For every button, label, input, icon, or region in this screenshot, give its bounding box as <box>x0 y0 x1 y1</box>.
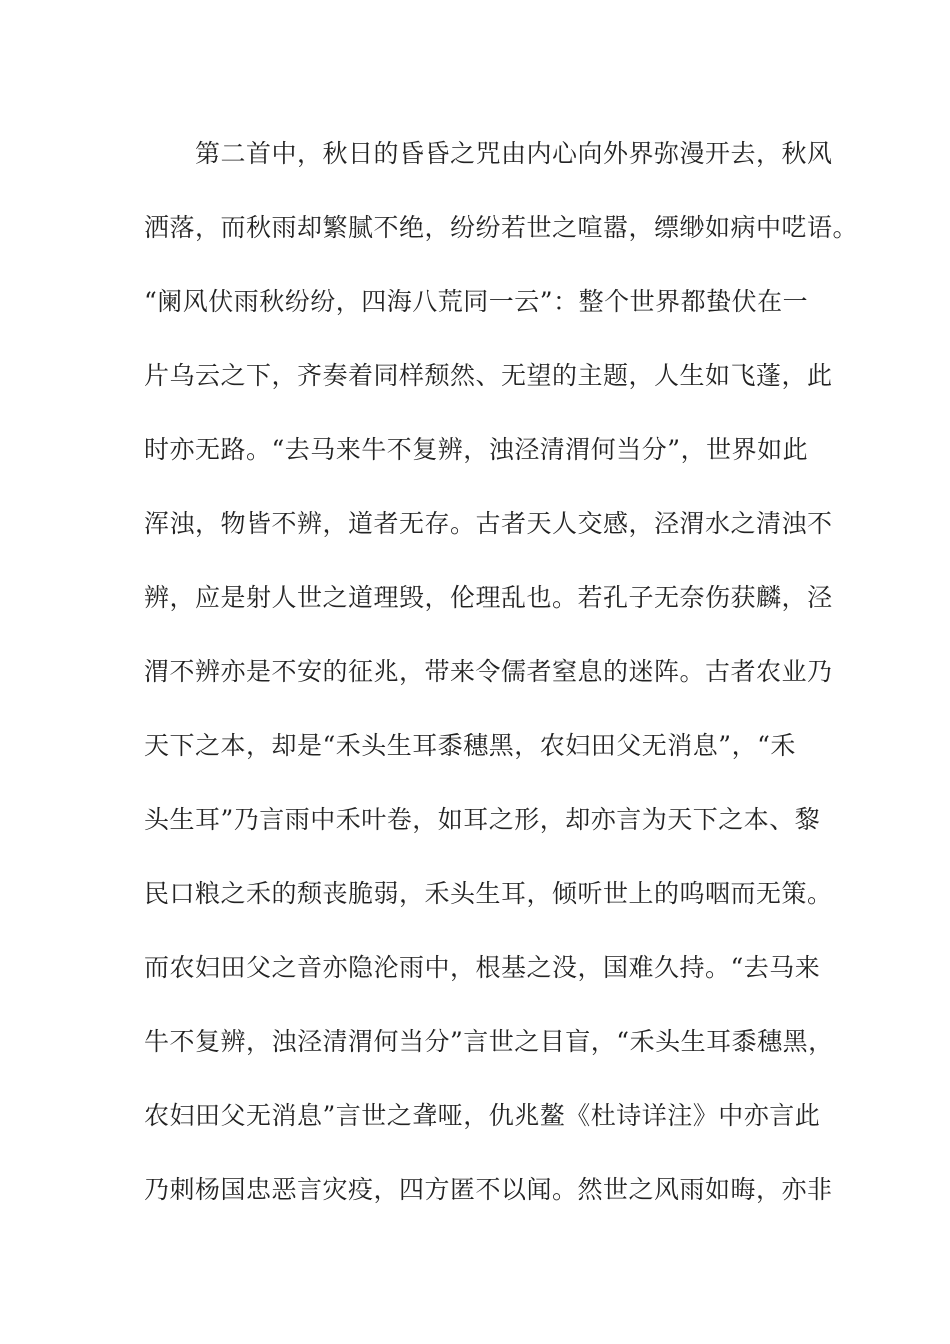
text-line-5: 时亦无路。“去马来牛不复辨，浊泾清渭何当分”，世界如此 <box>144 435 809 464</box>
text-line-3: “阑风伏雨秋纷纷，四海八荒同一云”：整个世界都蛰伏在一 <box>144 287 809 316</box>
text-line-2: 洒落，而秋雨却繁腻不绝，纷纷若世之喧嚣，缥缈如病中呓语。 <box>144 213 859 242</box>
text-line-13: 牛不复辨，浊泾清渭何当分”言世之目盲，“禾头生耳黍穗黑， <box>144 1027 834 1056</box>
text-line-1: 第二首中，秋日的昏昏之咒由内心向外界弥漫开去，秋风 <box>144 139 833 168</box>
text-line-6: 浑浊，物皆不辨，道者无存。古者天人交感，泾渭水之清浊不 <box>144 509 833 538</box>
body-paragraph <box>144 127 859 1237</box>
text-line-12: 而农妇田父之音亦隐沦雨中，根基之没，国难久持。“去马来 <box>144 953 821 982</box>
text-line-15: 乃刺杨国忠恶言灾疫，四方匿不以闻。然世之风雨如晦，亦非 <box>144 1175 833 1204</box>
text-line-4: 片乌云之下，齐奏着同样颓然、无望的主题，人生如飞蓬，此 <box>144 361 833 390</box>
text-line-8: 渭不辨亦是不安的征兆，带来令儒者窒息的迷阵。古者农业乃 <box>144 657 833 686</box>
text-line-14: 农妇田父无消息”言世之聋哑，仇兆鳌《杜诗详注》中亦言此 <box>144 1101 821 1130</box>
text-line-7: 辨，应是射人世之道理毁，伦理乱也。若孔子无奈伤获麟，泾 <box>144 583 833 612</box>
text-line-9: 天下之本，却是“禾头生耳黍穗黑，农妇田父无消息”，“禾 <box>144 731 796 760</box>
text-line-10: 头生耳”乃言雨中禾叶卷，如耳之形，却亦言为天下之本、黎 <box>144 805 821 834</box>
text-line-11: 民口粮之禾的颓丧脆弱，禾头生耳，倾听世上的呜咽而无策。 <box>144 879 833 908</box>
